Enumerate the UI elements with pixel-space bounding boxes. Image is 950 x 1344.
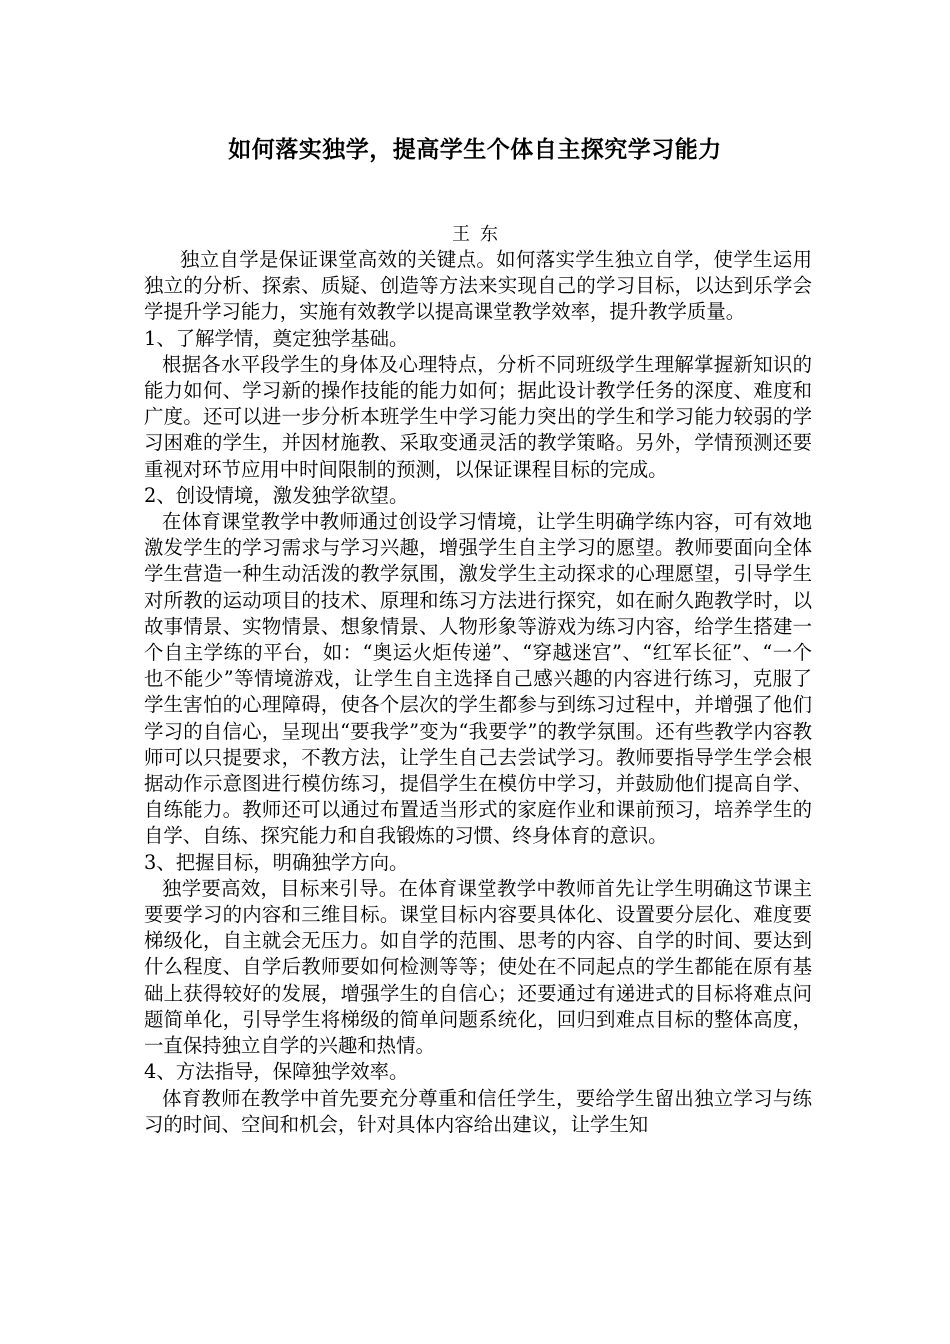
section-heading-3: 3、把握目标，明确独学方向。	[144, 850, 409, 874]
section-body-3: 独学要高效，目标来引导。在体育课堂教学中教师首先让学生明确这节课主要要学习的内容和三维目标。课堂目标内容要具体化、设置要分层化、难度要梯级化，自主就会无压力。如自学的范围、思考的内容、自学的时间、要达到什么程度、自学后教师要如何检测等等；使处在不同起点的学生都能在原有基础上获得较好的发展，增强学生的自信心；还要通过有递进式的目标将难点问题简单化，引导学生将梯级的简单问题系统化，回归到难点目标的整体高度，一直保持独立自学的兴趣和热情。	[144, 876, 812, 1058]
section-body-2: 在体育课堂教学中教师通过创设学习情境，让学生明确学练内容，可有效地激发学生的学习需求与学习兴趣，增强学生自主学习的愿望。教师要面向全体学生营造一种生动活泼的教学氛围，激发学生主动探求的心理愿望，引导学生对所教的运动项目的技术、原理和练习方法进行探究，如在耐久跑教学时，以故事情景、实物情景、想象情景、人物形象等游戏为练习内容，给学生搭建一个自主学练的平台，如：“奥运火炬传递”、“穿越迷宫”、“红军长征”、“一个也不能少”等情境游戏，让学生自主选择自己感兴趣的内容进行练习，克服了学生害怕的心理障碍，使各个层次的学生都参与到练习过程中，并增强了他们学习的自信心，呈现出“要我学”变为“我要学”的教学氛围。还有些教学内容教师可以只提要求，不教方法，让学生自己去尝试学习。教师要指导学生学会根据动作示意图进行模仿练习，提倡学生在模仿中学习，并鼓励他们提高自学、自练能力。教师还可以通过布置适当形式的家庭作业和课前预习，培养学生的自学、自练、探究能力和自我锻炼的习惯、终身体育的意识。	[144, 510, 812, 848]
section-heading-4: 4、方法指导，保障独学效率。	[144, 1060, 409, 1084]
document-body	[144, 247, 812, 1138]
intro-paragraph: 独立自学是保证课堂高效的关键点。如何落实学生独立自学，使学生运用独立的分析、探索、质疑、创造等方法来实现自己的学习目标，以达到乐学会学提升学习能力，实施有效教学以提高课堂教学效率，提升教学质量。	[144, 248, 812, 324]
section-body-4: 体育教师在教学中首先要充分尊重和信任学生，要给学生留出独立学习与练习的时间、空间和机会，针对具体内容给出建议，让学生知	[144, 1086, 812, 1136]
document-author: 王东	[452, 224, 508, 245]
document-title: 如何落实独学，提高学生个体自主探究学习能力	[228, 136, 722, 163]
section-body-1: 根据各水平段学生的身体及心理特点，分析不同班级学生理解掌握新知识的能力如何、学习新的操作技能的能力如何；据此设计教学任务的深度、难度和广度。还可以进一步分析本班学生中学习能力突出的学生和学习能力较弱的学习困难的学生，并因材施教、采取变通灵活的教学策略。另外，学情预测还要重视对环节应用中时间限制的预测，以保证课程目标的完成。	[144, 352, 812, 481]
section-heading-2: 2、创设情境，激发独学欲望。	[144, 483, 409, 507]
section-heading-1: 1、了解学情，奠定独学基础。	[144, 326, 409, 350]
